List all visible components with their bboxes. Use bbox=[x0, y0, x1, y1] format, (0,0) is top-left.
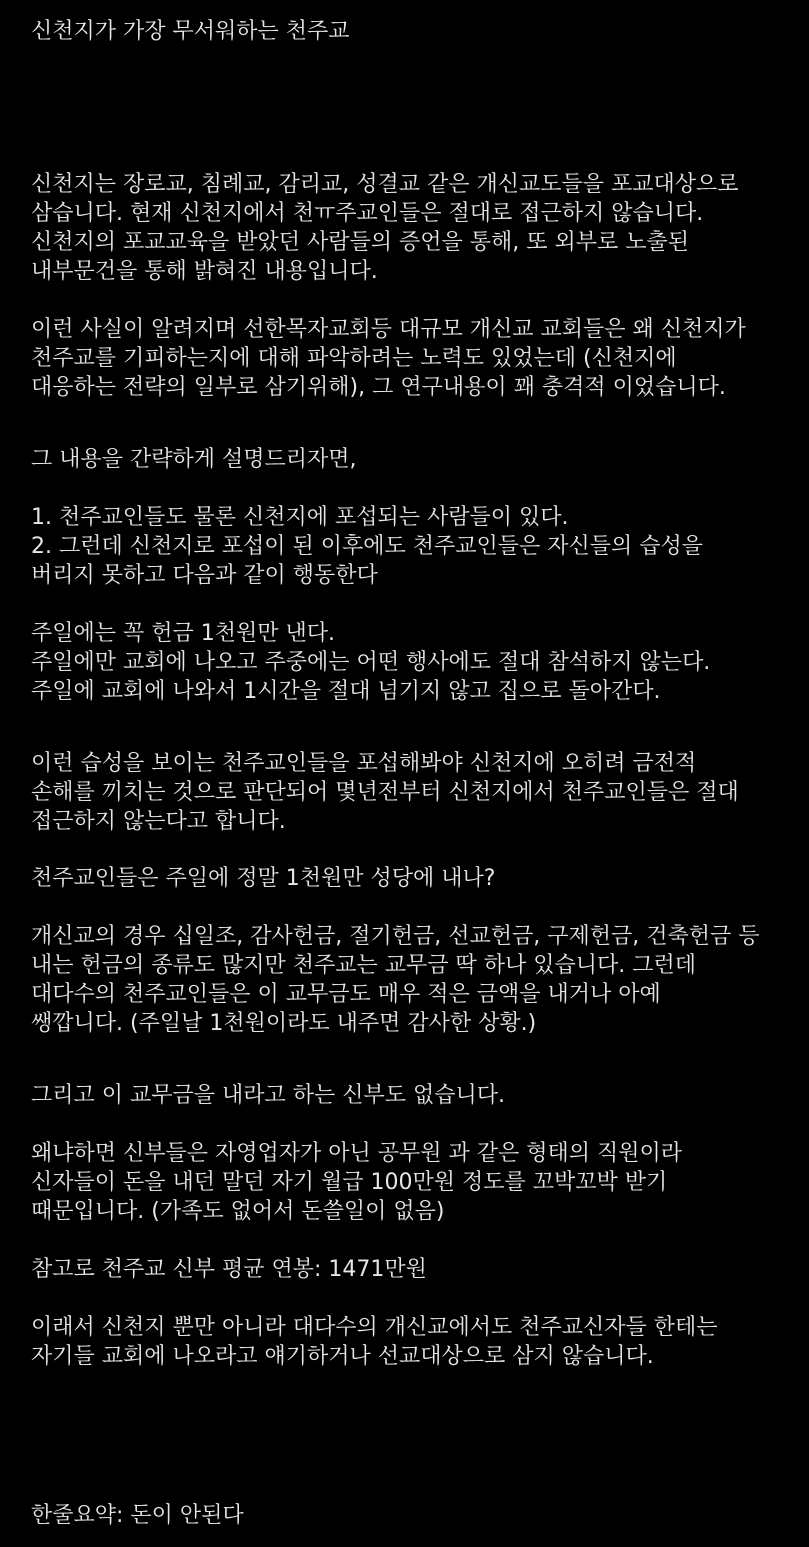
text-line: 천주교인들은 주일에 정말 1천원만 성당에 내나? bbox=[31, 866, 496, 891]
text-line: 왜냐하면 신부들은 자영업자가 아닌 공무원 과 같은 형태의 직원이라 bbox=[31, 1141, 683, 1166]
text-line: 내는 헌금의 종류도 많지만 천주교는 교무금 딱 하나 있습니다. 그런데 bbox=[31, 953, 696, 978]
paragraph bbox=[31, 315, 746, 402]
text-line: 대다수의 천주교인들은 이 교무금도 매우 적은 금액을 내거나 아예 bbox=[31, 982, 661, 1007]
paragraph bbox=[31, 864, 495, 893]
paragraph bbox=[31, 1139, 682, 1226]
text-line: 대응하는 전략의 일부로 삼기위해), 그 연구내용이 꽤 충격적 이었습니다. bbox=[31, 375, 726, 400]
list-item: 2. 그런데 신천지로 포섭이 된 이후에도 천주교인들은 자신들의 습성을 bbox=[31, 534, 703, 559]
text-line: 주일에는 꼭 헌금 1천원만 낸다. bbox=[31, 621, 335, 646]
text-line: 접근하지 않는다고 합니다. bbox=[31, 809, 286, 834]
paragraph bbox=[31, 170, 739, 286]
text-line: 주일에 교회에 나와서 1시간을 절대 넘기지 않고 집으로 돌아간다. bbox=[31, 679, 661, 704]
paragraph bbox=[31, 749, 739, 836]
document-title: 신천지가 가장 무서워하는 천주교 bbox=[31, 19, 350, 44]
text-line: 한줄요약: 돈이 안된다 bbox=[31, 1503, 244, 1528]
text-line: 자기들 교회에 나오라고 얘기하거나 선교대상으로 삼지 않습니다. bbox=[31, 1344, 654, 1369]
text-line: 손해를 끼치는 것으로 판단되어 몇년전부터 신천지에서 천주교인들은 절대 bbox=[31, 780, 739, 805]
text-line: 쌩깝니다. (주일날 1천원이라도 내주면 감사한 상황.) bbox=[31, 1011, 537, 1036]
numbered-list bbox=[31, 503, 703, 590]
text-line: 그 내용을 간략하게 설명드리자면, bbox=[31, 447, 357, 472]
text-line: 신자들이 돈을 내던 말던 자기 월급 100만원 정도를 꼬박꼬박 받기 bbox=[31, 1170, 668, 1195]
paragraph bbox=[31, 1255, 427, 1284]
list-item: 1. 천주교인들도 물론 신천지에 포섭되는 사람들이 있다. bbox=[31, 505, 569, 530]
text-line: 이래서 신천지 뿐만 아니라 대다수의 개신교에서도 천주교신자들 한테는 bbox=[31, 1315, 718, 1340]
text-line: 참고로 천주교 신부 평균 연봉: 1471만원 bbox=[31, 1257, 427, 1282]
text-line: 신천지는 장로교, 침례교, 감리교, 성결교 같은 개신교도들을 포교대상으로 bbox=[31, 172, 739, 197]
text-line: 천주교를 기피하는지에 대해 파악하려는 노력도 있었는데 (신천지에 bbox=[31, 346, 677, 371]
text-line: 개신교의 경우 십일조, 감사헌금, 절기헌금, 선교헌금, 구제헌금, 건축헌금 등 bbox=[31, 924, 760, 949]
text-line: 이런 습성을 보이는 천주교인들을 포섭해봐야 신천지에 오히려 금전적 bbox=[31, 751, 697, 776]
text-line: 버리지 못하고 다음과 같이 행동한다 bbox=[31, 563, 378, 588]
paragraph bbox=[31, 445, 357, 474]
paragraph bbox=[31, 1081, 505, 1110]
text-line: 신천지의 포교교육을 받았던 사람들의 증언을 통해, 또 외부로 노출된 bbox=[31, 230, 689, 255]
text-line: 주일에만 교회에 나오고 주중에는 어떤 행사에도 절대 참석하지 않는다. bbox=[31, 650, 711, 675]
paragraph bbox=[31, 619, 710, 706]
paragraph bbox=[31, 1313, 718, 1371]
text-line: 삼습니다. 현재 신천지에서 천ㅠ주교인들은 절대로 접근하지 않습니다. bbox=[31, 201, 704, 226]
text-line: 이런 사실이 알려지며 선한목자교회등 대규모 개신교 교회들은 왜 신천지가 bbox=[31, 317, 746, 342]
paragraph bbox=[31, 922, 759, 1038]
document bbox=[31, 17, 801, 1528]
text-line: 때문입니다. (가족도 없어서 돈쓸일이 없음) bbox=[31, 1199, 445, 1224]
text-line: 내부문건을 통해 밝혀진 내용입니다. bbox=[31, 259, 378, 284]
summary-line bbox=[31, 1501, 244, 1530]
text-line: 그리고 이 교무금을 내라고 하는 신부도 없습니다. bbox=[31, 1083, 505, 1108]
